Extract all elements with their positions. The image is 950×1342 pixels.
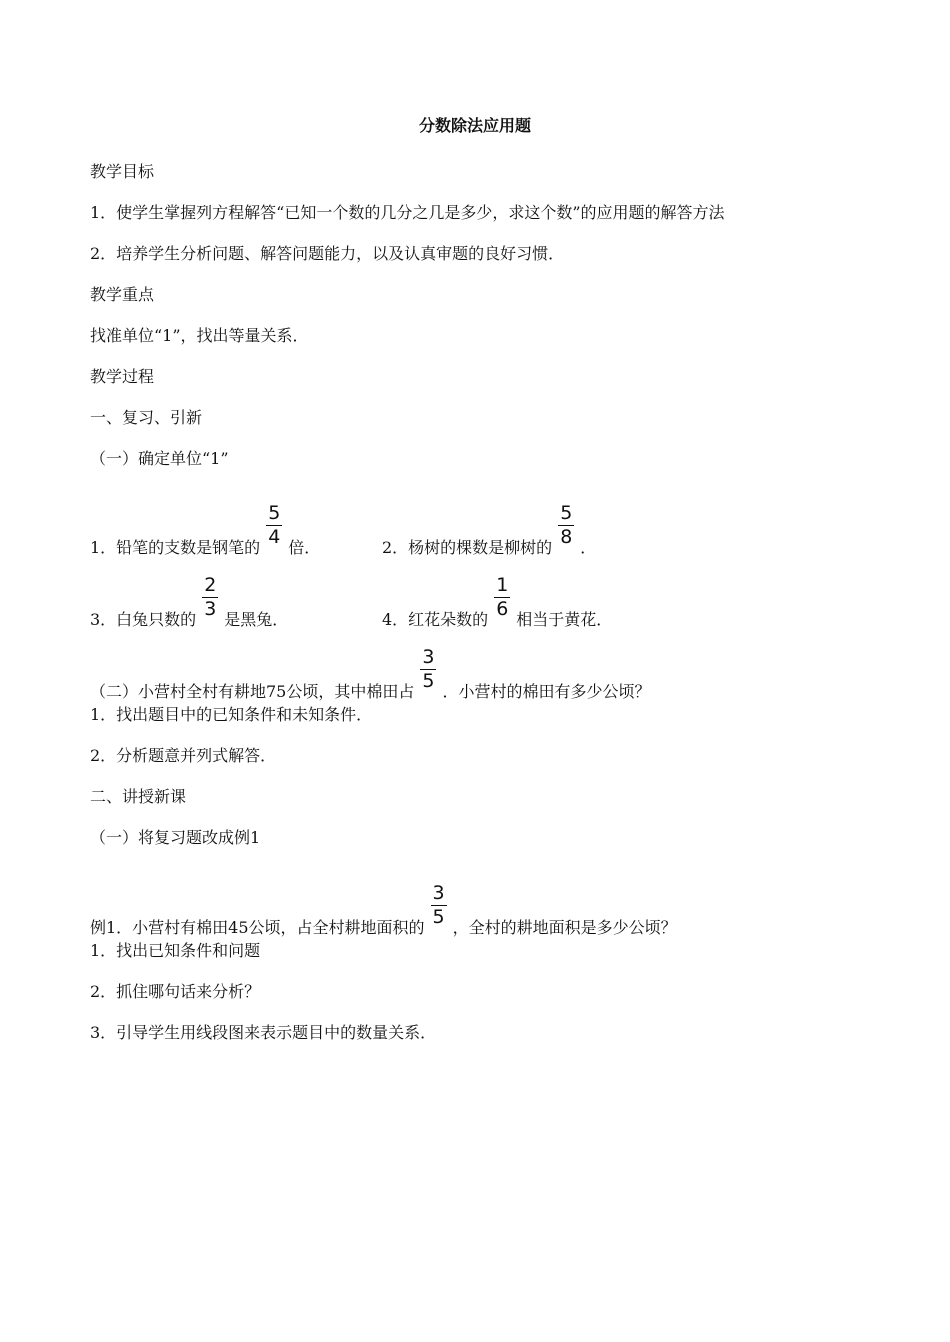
q3-denominator: 3 [204,598,217,620]
example-numerator: 3 [432,882,445,904]
review-questions-row-1 [90,502,321,563]
section1-sub1-heading: （一）确定单位“1” [90,449,229,468]
q4-numerator: 1 [496,574,509,596]
sub2-text-before: （二）小营村全村有耕地75公顷，其中棉田占 [90,682,415,701]
sub2-fraction [420,648,436,691]
document-title: 分数除法应用题 [418,116,531,135]
review-question-4 [382,574,613,635]
q4-denominator: 6 [496,598,509,620]
q2-fraction [558,504,574,547]
section2-sub1-heading: （一）将复习题改成例1 [90,828,261,847]
review-questions-row-2 [90,574,289,635]
q2-text-before: 2．杨树的棵数是柳树的 [382,538,553,557]
section2-heading: 二、讲授新课 [90,787,187,806]
section1-sub2-problem [90,646,651,707]
example-1-problem [90,882,677,943]
example-denominator: 5 [432,906,445,928]
section1-heading: 一、复习、引新 [90,408,203,427]
process-heading: 教学过程 [90,367,155,386]
example-step-1: 1．找出已知条件和问题 [90,941,261,960]
q3-text-after: 是黑兔． [224,610,289,629]
q1-fraction [266,504,282,547]
q1-denominator: 4 [268,526,281,548]
q3-text-before: 3．白兔只数的 [90,610,197,629]
q4-fraction [494,576,510,619]
key-points-text: 找准单位“1”，找出等量关系． [90,326,309,345]
objective-item-1: 1．使学生掌握列方程解答“已知一个数的几分之几是多少，求这个数”的应用题的解答方法 [90,203,725,222]
q1-numerator: 5 [268,502,281,524]
review-question-2 [382,502,597,563]
objective-item-2: 2．培养学生分析问题、解答问题能力，以及认真审题的良好习惯． [90,244,565,263]
q3-numerator: 2 [204,574,217,596]
example-text-after: ，全村的耕地面积是多少公顷？ [452,918,677,937]
example-step-3: 3．引导学生用线段图来表示题目中的数量关系． [90,1023,437,1042]
q3-fraction [202,576,218,619]
key-points-heading: 教学重点 [90,285,155,304]
objectives-heading: 教学目标 [90,162,155,181]
q2-text-after: ． [580,538,597,557]
example-step-2: 2．抓住哪句话来分析？ [90,982,261,1001]
sub2-numerator: 3 [422,646,435,668]
example-text-before: 例1．小营村有棉田45公顷，占全村耕地面积的 [90,918,425,937]
q4-text-before: 4．红花朵数的 [382,610,489,629]
sub2-step-1: 1．找出题目中的已知条件和未知条件． [90,705,373,724]
q1-text-before: 1．铅笔的支数是钢笔的 [90,538,261,557]
sub2-text-after: ．小营村的棉田有多少公顷？ [442,682,651,701]
example-fraction [431,884,447,927]
q2-numerator: 5 [560,502,573,524]
q1-text-after: 倍． [288,538,321,557]
sub2-step-2: 2．分析题意并列式解答． [90,746,277,765]
q2-denominator: 8 [560,526,573,548]
q4-text-after: 相当于黄花． [516,610,613,629]
sub2-denominator: 5 [422,670,435,692]
